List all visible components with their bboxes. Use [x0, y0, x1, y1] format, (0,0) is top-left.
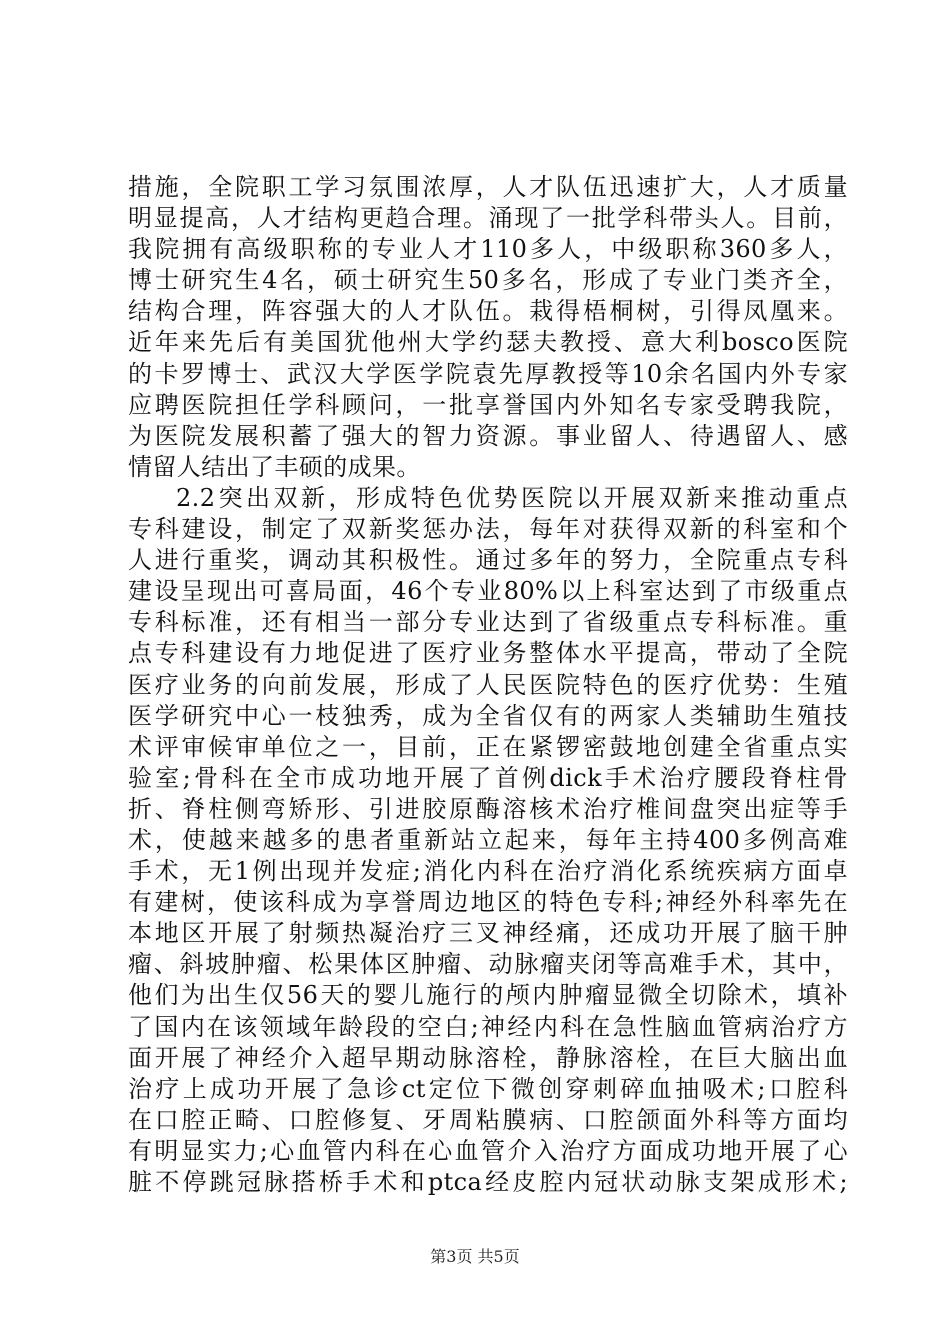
- text-line: 人进行重奖，调动其积极性。通过多年的努力，全院重点专科: [128, 546, 848, 575]
- text-line: 专科建设，制定了双新奖惩办法，每年对获得双新的科室和个: [128, 515, 848, 544]
- text-line: 明显提高，人才结构更趋合理。涌现了一批学科带头人。目前，: [128, 204, 848, 233]
- text-line: 为医院发展积蓄了强大的智力资源。事业留人、待遇留人、感: [128, 421, 848, 450]
- text-line: 专科标准，还有相当一部分专业达到了省级重点专科标准。重: [128, 608, 848, 637]
- text-line: 我院拥有高级职称的专业人才110多人，中级职称360多人，: [128, 235, 848, 264]
- text-line: 有建树，使该科成为享誉周边地区的特色专科;神经外科率先在: [128, 888, 848, 917]
- text-line: 折、脊柱侧弯矫形、引进胶原酶溶核术治疗椎间盘突出症等手: [128, 794, 848, 823]
- text-line: 验室;骨科在全市成功地开展了首例dick手术治疗腰段脊柱骨: [128, 763, 848, 792]
- text-line: 博士研究生4名，硕士研究生50多名，形成了专业门类齐全，: [128, 266, 848, 295]
- text-line: 医疗业务的向前发展，形成了人民医院特色的医疗优势：生殖: [128, 670, 848, 699]
- text-line: 近年来先后有美国犹他州大学约瑟夫教授、意大利bosco医院: [128, 328, 848, 357]
- text-line: 面开展了神经介入超早期动脉溶栓，静脉溶栓，在巨大脑出血: [128, 1043, 848, 1072]
- text-line: 医学研究中心一枝独秀，成为全省仅有的两家人类辅助生殖技: [128, 701, 848, 730]
- text-line: 结构合理，阵容强大的人才队伍。栽得梧桐树，引得凤凰来。: [128, 297, 848, 326]
- text-line: 本地区开展了射频热凝治疗三叉神经痛，还成功开展了脑干肿: [128, 919, 848, 948]
- text-line: 治疗上成功开展了急诊ct定位下微创穿刺碎血抽吸术;口腔科: [128, 1074, 848, 1103]
- text-line: 情留人结出了丰硕的成果。: [128, 452, 421, 481]
- text-line: 有明显实力;心血管内科在心血管介入治疗方面成功地开展了心: [128, 1136, 848, 1165]
- text-line: 措施，全院职工学习氛围浓厚，人才队伍迅速扩大，人才质量: [128, 173, 848, 201]
- body-text: [128, 172, 848, 1198]
- text-line: 的卡罗博士、武汉大学医学院袁先厚教授等10余名国内外专家: [128, 359, 848, 388]
- text-line: 手术，无1例出现并发症;消化内科在治疗消化系统疾病方面卓: [128, 857, 848, 886]
- paragraph-heading-line: 2.2突出双新，形成特色优势医院以开展双新来推动重点: [176, 483, 848, 512]
- page-number-footer: 第3页 共5页: [430, 1247, 520, 1266]
- text-line: 他们为出生仅56天的婴儿施行的颅内肿瘤显微全切除术，填补: [128, 981, 848, 1010]
- text-line: 应聘医院担任学科顾问，一批享誉国内外知名专家受聘我院，: [128, 390, 848, 419]
- text-line: 术，使越来越多的患者重新站立起来，每年主持400多例高难: [128, 825, 848, 854]
- text-line: 了国内在该领域年龄段的空白;神经内科在急性脑血管病治疗方: [128, 1012, 848, 1041]
- text-line: 在口腔正畸、口腔修复、牙周粘膜病、口腔颌面外科等方面均: [128, 1105, 848, 1134]
- text-line: 点专科建设有力地促进了医疗业务整体水平提高，带动了全院: [128, 639, 848, 668]
- text-line: 瘤、斜坡肿瘤、松果体区肿瘤、动脉瘤夹闭等高难手术，其中，: [128, 950, 848, 979]
- text-line: 术评审候审单位之一，目前，正在紧锣密鼓地创建全省重点实: [128, 732, 848, 761]
- text-line: 脏不停跳冠脉搭桥手术和ptca经皮腔内冠状动脉支架成形术;: [128, 1168, 848, 1196]
- text-line: 建设呈现出可喜局面，46个专业80%以上科室达到了市级重点: [128, 577, 848, 606]
